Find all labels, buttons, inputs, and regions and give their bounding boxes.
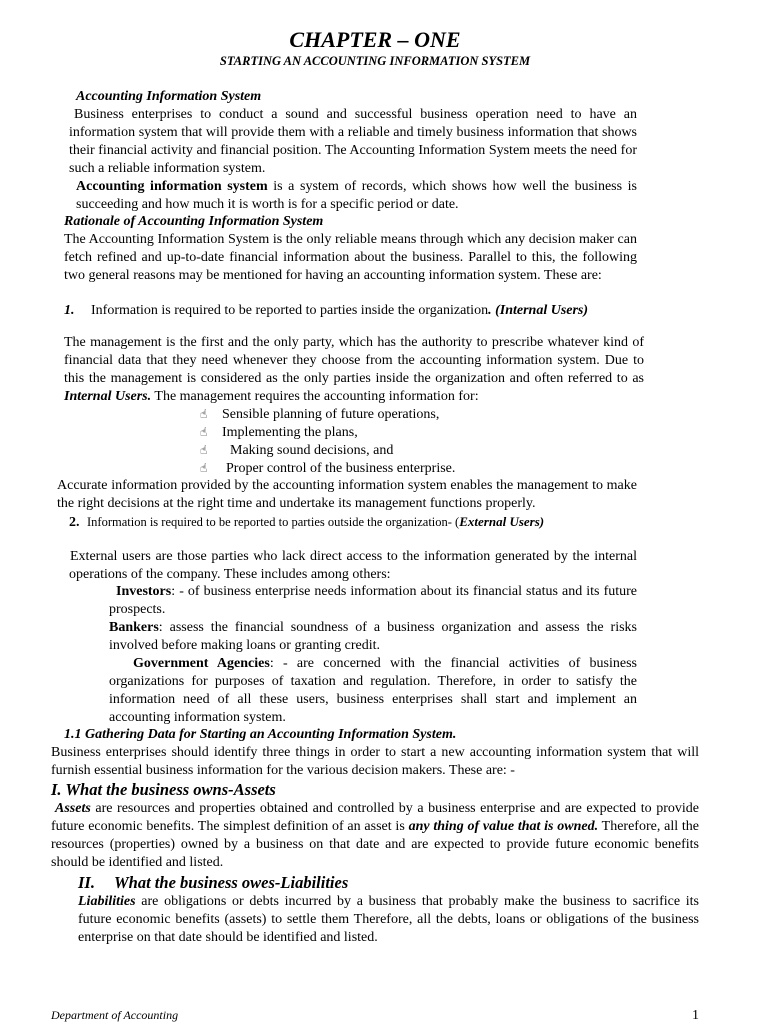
reason-number: 2.	[69, 515, 80, 530]
bankers-item	[109, 619, 637, 655]
government-item	[109, 655, 637, 727]
ais-definition	[76, 178, 637, 214]
investors-term: Investors	[116, 584, 172, 599]
reason-item-internal	[64, 302, 664, 320]
list-item	[200, 423, 358, 442]
reason-item-external	[69, 513, 669, 532]
list-item-text: Implementing the plans,	[222, 425, 358, 440]
reason-tag: . (Internal Users)	[488, 303, 589, 318]
reason-number: 1.	[64, 303, 75, 318]
liabilities-term: Liabilities	[78, 894, 136, 909]
management-paragraph	[64, 334, 644, 406]
bankers-term: Bankers	[109, 620, 159, 635]
reason-text: Information is required to be reported to parties inside the organization	[91, 303, 489, 318]
assets-text: are resources and properties obtained and controlled by a business enterprise and are expected to provide future economic benefits. The simplest definition of an asset is	[51, 801, 699, 834]
liabilities-heading-text: What the business owes-Liabilities	[114, 873, 349, 892]
assets-text-end: Therefore, all the resources (properties) owned by a business on that date and are expected to provide future economic benefits should be identified and listed.	[51, 819, 699, 870]
hand-pointing-icon: ☝	[200, 425, 208, 439]
bankers-text: : assess the financial soundness of a business organization and assess the risks involved before making loans or granting credit.	[109, 620, 637, 653]
reason-text: Information is required to be reported to parties outside the organization- (	[87, 515, 460, 529]
liabilities-heading-number: II.	[78, 873, 95, 892]
ais-definition-text: is a system of records, which shows how well the business is succeeding and how much it is worth is for a specific period or date.	[76, 179, 637, 212]
government-term: Government Agencies	[133, 656, 270, 671]
reason-tag: External Users)	[459, 514, 545, 529]
list-item-text: Making sound decisions, and	[230, 443, 394, 458]
gathering-paragraph: Business enterprises should identify three things in order to start a new accounting information system that will furnish essential business information for the various decision makers. These are: -	[51, 745, 699, 778]
management-text: The management is the first and the only party, which has the authority to prescribe whatever kind of financial data that they need whenever they choose from the accounting information system. Due to this the management is considered as the only parties inside the organization and often referred to as	[64, 335, 644, 386]
hand-pointing-icon: ☝	[200, 443, 208, 457]
liabilities-heading	[78, 873, 348, 893]
liabilities-text: are obligations or debts incurred by a business that probably make the business to sacrifice its future economic benefits (assets) to settle them Therefore, all the debts, loans or obligations of the business enterprise on that date should be identified and listed.	[78, 894, 699, 945]
list-item	[200, 441, 393, 460]
management-term: Internal Users.	[64, 389, 152, 404]
list-item-text: Proper control of the business enterprise.	[226, 461, 456, 476]
chapter-subtitle: STARTING AN ACCOUNTING INFORMATION SYSTEM	[219, 54, 531, 68]
section-heading-gathering: 1.1 Gathering Data for Starting an Accounting Information System.	[64, 727, 457, 742]
assets-paragraph	[51, 800, 699, 872]
list-item	[200, 405, 439, 424]
external-users-paragraph: External users are those parties who lack direct access to the information generated by the internal operations of the company. These includes among others:	[69, 549, 637, 582]
liabilities-paragraph	[78, 893, 699, 947]
list-item-text: Sensible planning of future operations,	[222, 407, 440, 422]
accurate-info-paragraph: Accurate information provided by the accounting information system enables the management to make the right decisions at the right time and undertake its management functions properly.	[57, 478, 637, 511]
hand-pointing-icon: ☝	[200, 461, 208, 475]
list-item	[200, 459, 455, 478]
ais-paragraph: Business enterprises to conduct a sound and successful business operation need to have an information system that will provide them with a reliable and timely business information that shows their financial activity and financial position. The Accounting Information System meets the need for such a reliable information system.	[69, 107, 637, 176]
assets-heading: I. What the business owns-Assets	[51, 780, 276, 799]
chapter-title: CHAPTER – ONE	[289, 27, 461, 52]
rationale-paragraph: The Accounting Information System is the only reliable means through which any decision maker can fetch refined and up-to-date financial information about the business. Parallel to this, the following two general reasons may be mentioned for having an accounting information system. These are:	[64, 232, 637, 283]
footer-department: Department of Accounting	[51, 1008, 179, 1022]
assets-emphasis: any thing of value that is owned.	[408, 819, 599, 834]
investors-text: : - of business enterprise needs information about its financial status and its future prospects.	[109, 584, 637, 617]
assets-term: Assets	[55, 801, 91, 816]
ais-definition-term: Accounting information system	[76, 179, 268, 194]
section-heading-ais: Accounting Information System	[76, 89, 262, 104]
hand-pointing-icon: ☝	[200, 407, 208, 421]
management-text-end: The management requires the accounting information for:	[151, 389, 479, 404]
investors-item	[109, 583, 637, 619]
section-heading-rationale: Rationale of Accounting Information System	[64, 214, 324, 229]
government-text: : - are concerned with the financial activities of business organizations for purposes of taxation and regulation. Therefore, in order to satisfy the information need of all these users, business enterprises shall start and implement an accounting information system.	[109, 656, 638, 725]
page-number: 1	[692, 1008, 699, 1023]
